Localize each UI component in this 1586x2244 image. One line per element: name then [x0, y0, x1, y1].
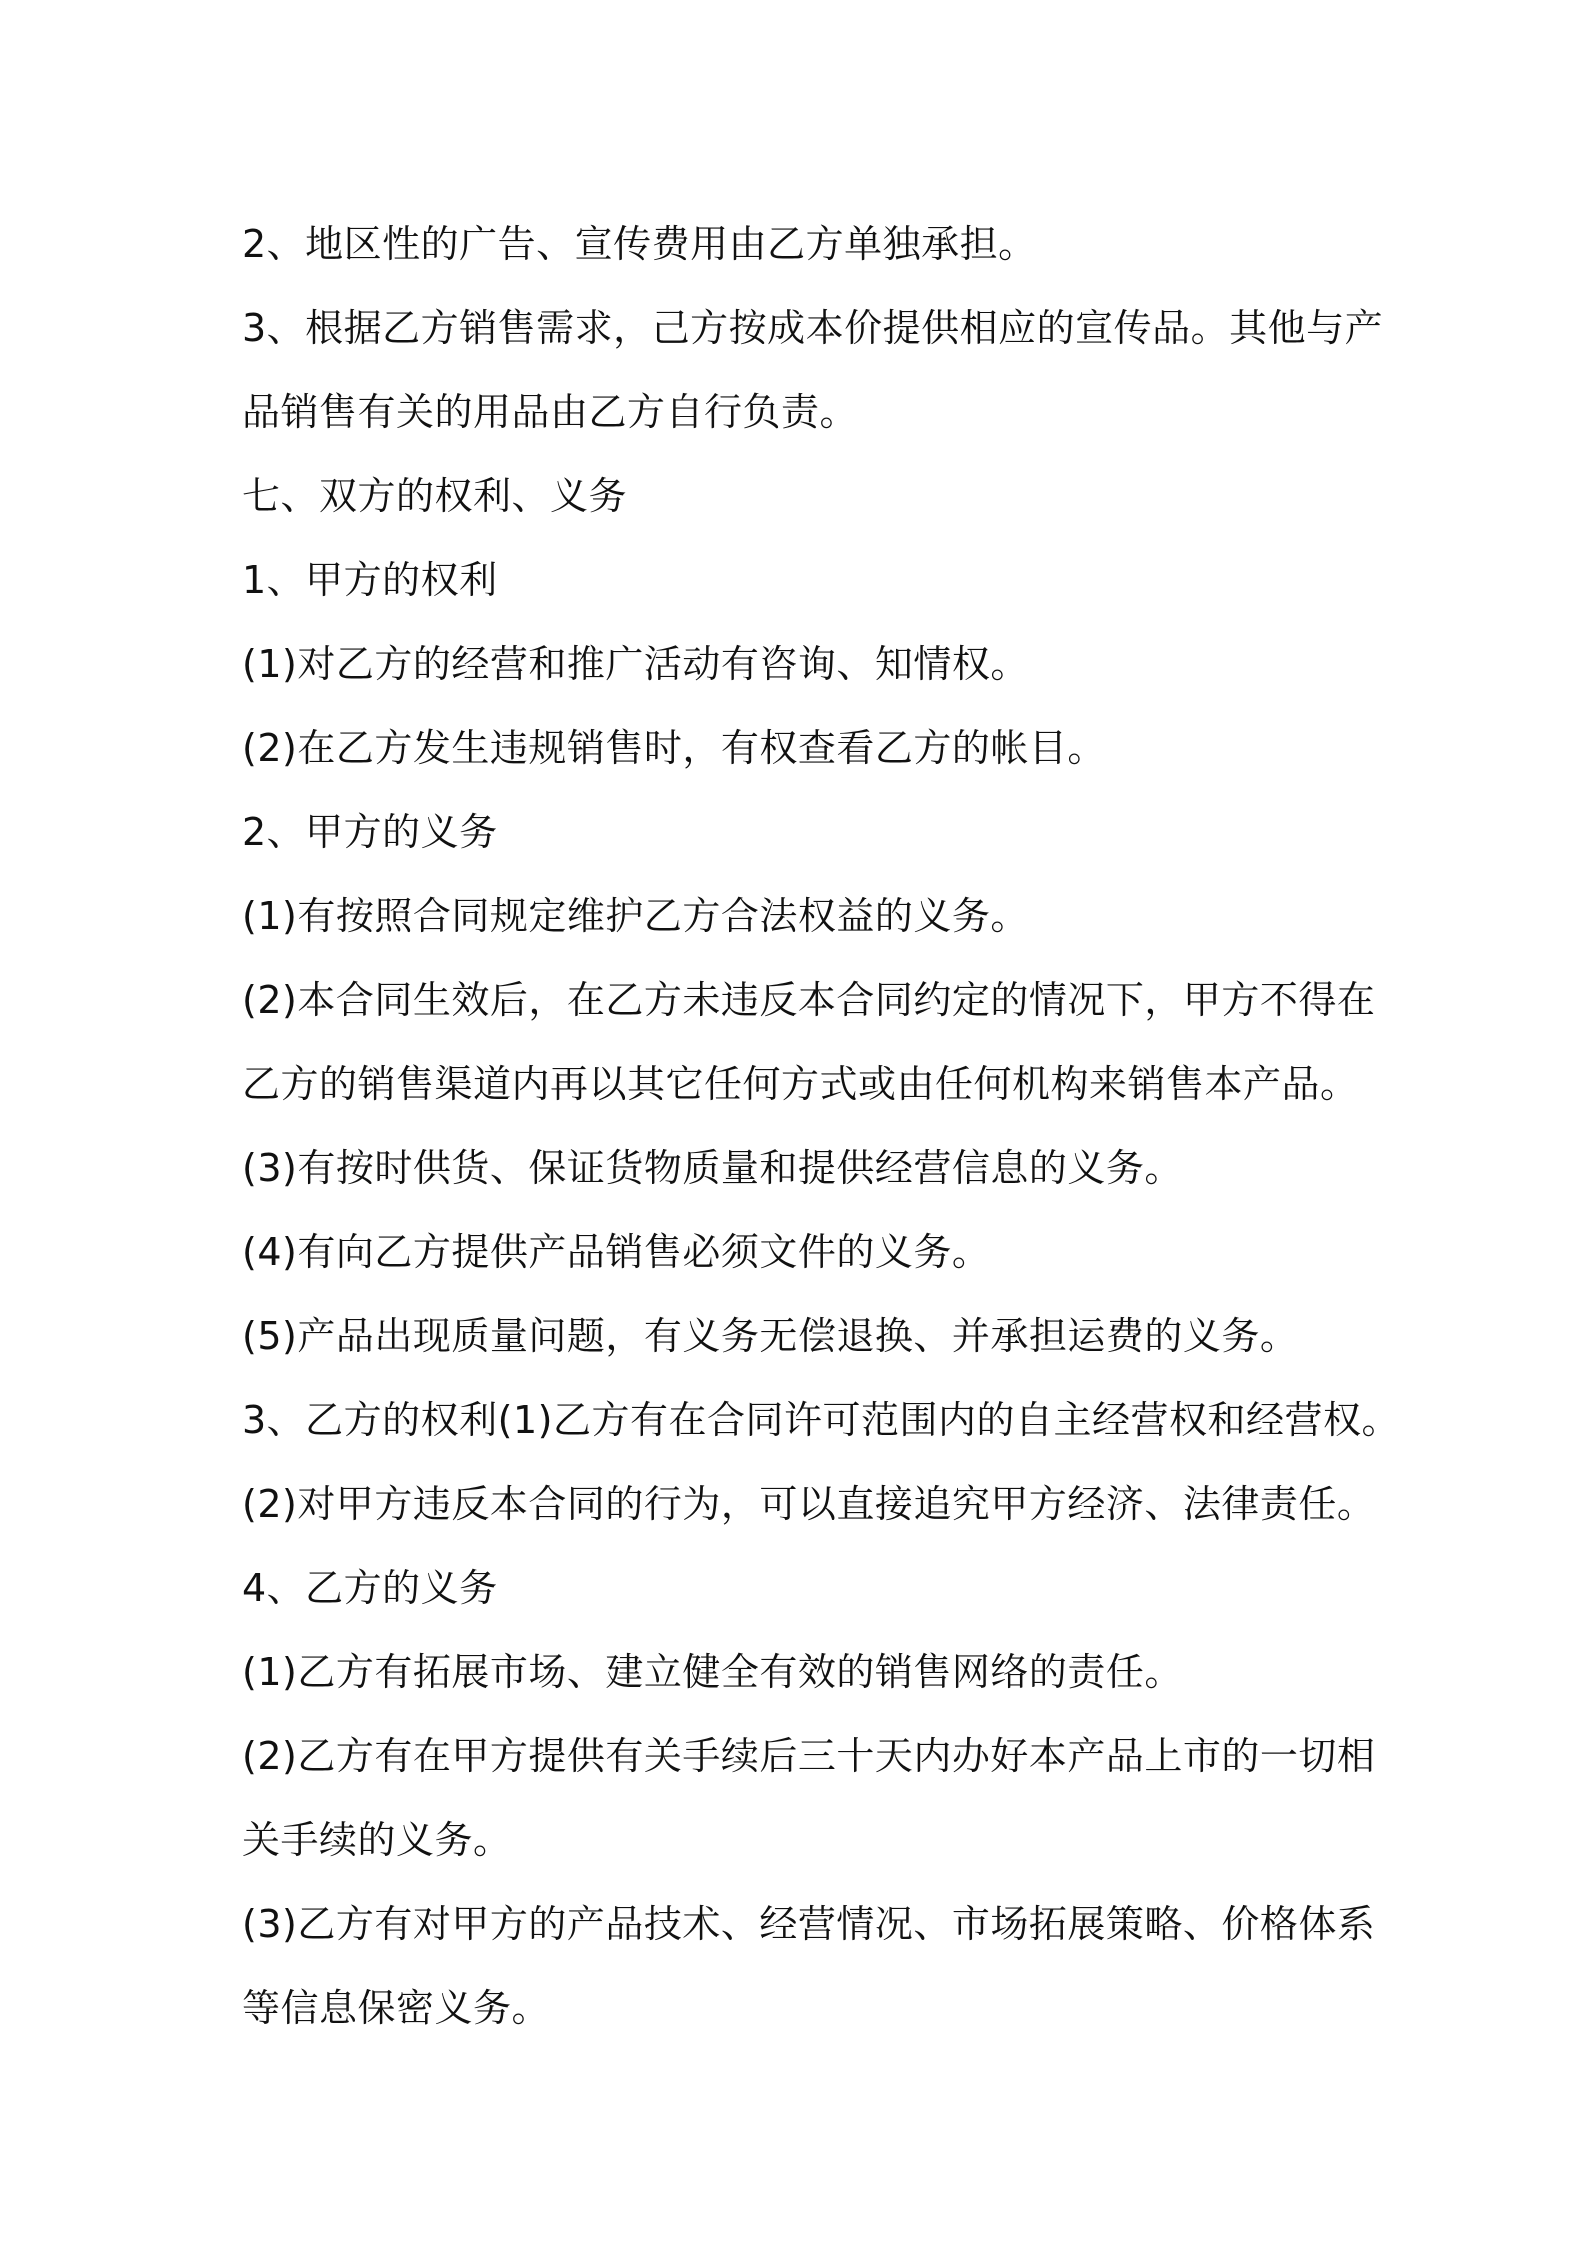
- subsection-heading: 4、乙方的义务: [242, 1566, 498, 1610]
- text-line: 关手续的义务。: [242, 1818, 512, 1862]
- document-body: [242, 202, 1401, 2050]
- text-line: (2)本合同生效后，在乙方未违反本合同约定的情况下，甲方不得在: [242, 978, 1376, 1022]
- text-line: (2)在乙方发生违规销售时，有权查看乙方的帐目。: [242, 726, 1106, 770]
- text-line: 3、根据乙方销售需求，己方按成本价提供相应的宣传品。其他与产: [242, 306, 1384, 350]
- text-line: 3、乙方的权利(1)乙方有在合同许可范围内的自主经营权和经营权。: [242, 1398, 1401, 1442]
- text-line: 品销售有关的用品由乙方自行负责。: [242, 390, 859, 434]
- subsection-heading: 1、甲方的权利: [242, 558, 498, 602]
- section-heading: 七、双方的权利、义务: [242, 474, 628, 518]
- text-line: (2)对甲方违反本合同的行为，可以直接追究甲方经济、法律责任。: [242, 1482, 1376, 1526]
- subsection-heading: 2、甲方的义务: [242, 810, 498, 854]
- text-line: 乙方的销售渠道内再以其它任何方式或由任何机构来销售本产品。: [242, 1062, 1359, 1106]
- text-line: (2)乙方有在甲方提供有关手续后三十天内办好本产品上市的一切相: [242, 1734, 1376, 1778]
- text-line: 2、地区性的广告、宣传费用由乙方单独承担。: [242, 222, 1037, 266]
- text-line: (1)对乙方的经营和推广活动有咨询、知情权。: [242, 642, 1029, 686]
- text-line: (5)产品出现质量问题，有义务无偿退换、并承担运费的义务。: [242, 1314, 1299, 1358]
- text-line: (4)有向乙方提供产品销售必须文件的义务。: [242, 1230, 991, 1274]
- text-line: (1)乙方有拓展市场、建立健全有效的销售网络的责任。: [242, 1650, 1183, 1694]
- text-line: (3)乙方有对甲方的产品技术、经营情况、市场拓展策略、价格体系: [242, 1902, 1376, 1946]
- text-line: (3)有按时供货、保证货物质量和提供经营信息的义务。: [242, 1146, 1183, 1190]
- text-line: (1)有按照合同规定维护乙方合法权益的义务。: [242, 894, 1029, 938]
- text-line: 等信息保密义务。: [242, 1986, 551, 2030]
